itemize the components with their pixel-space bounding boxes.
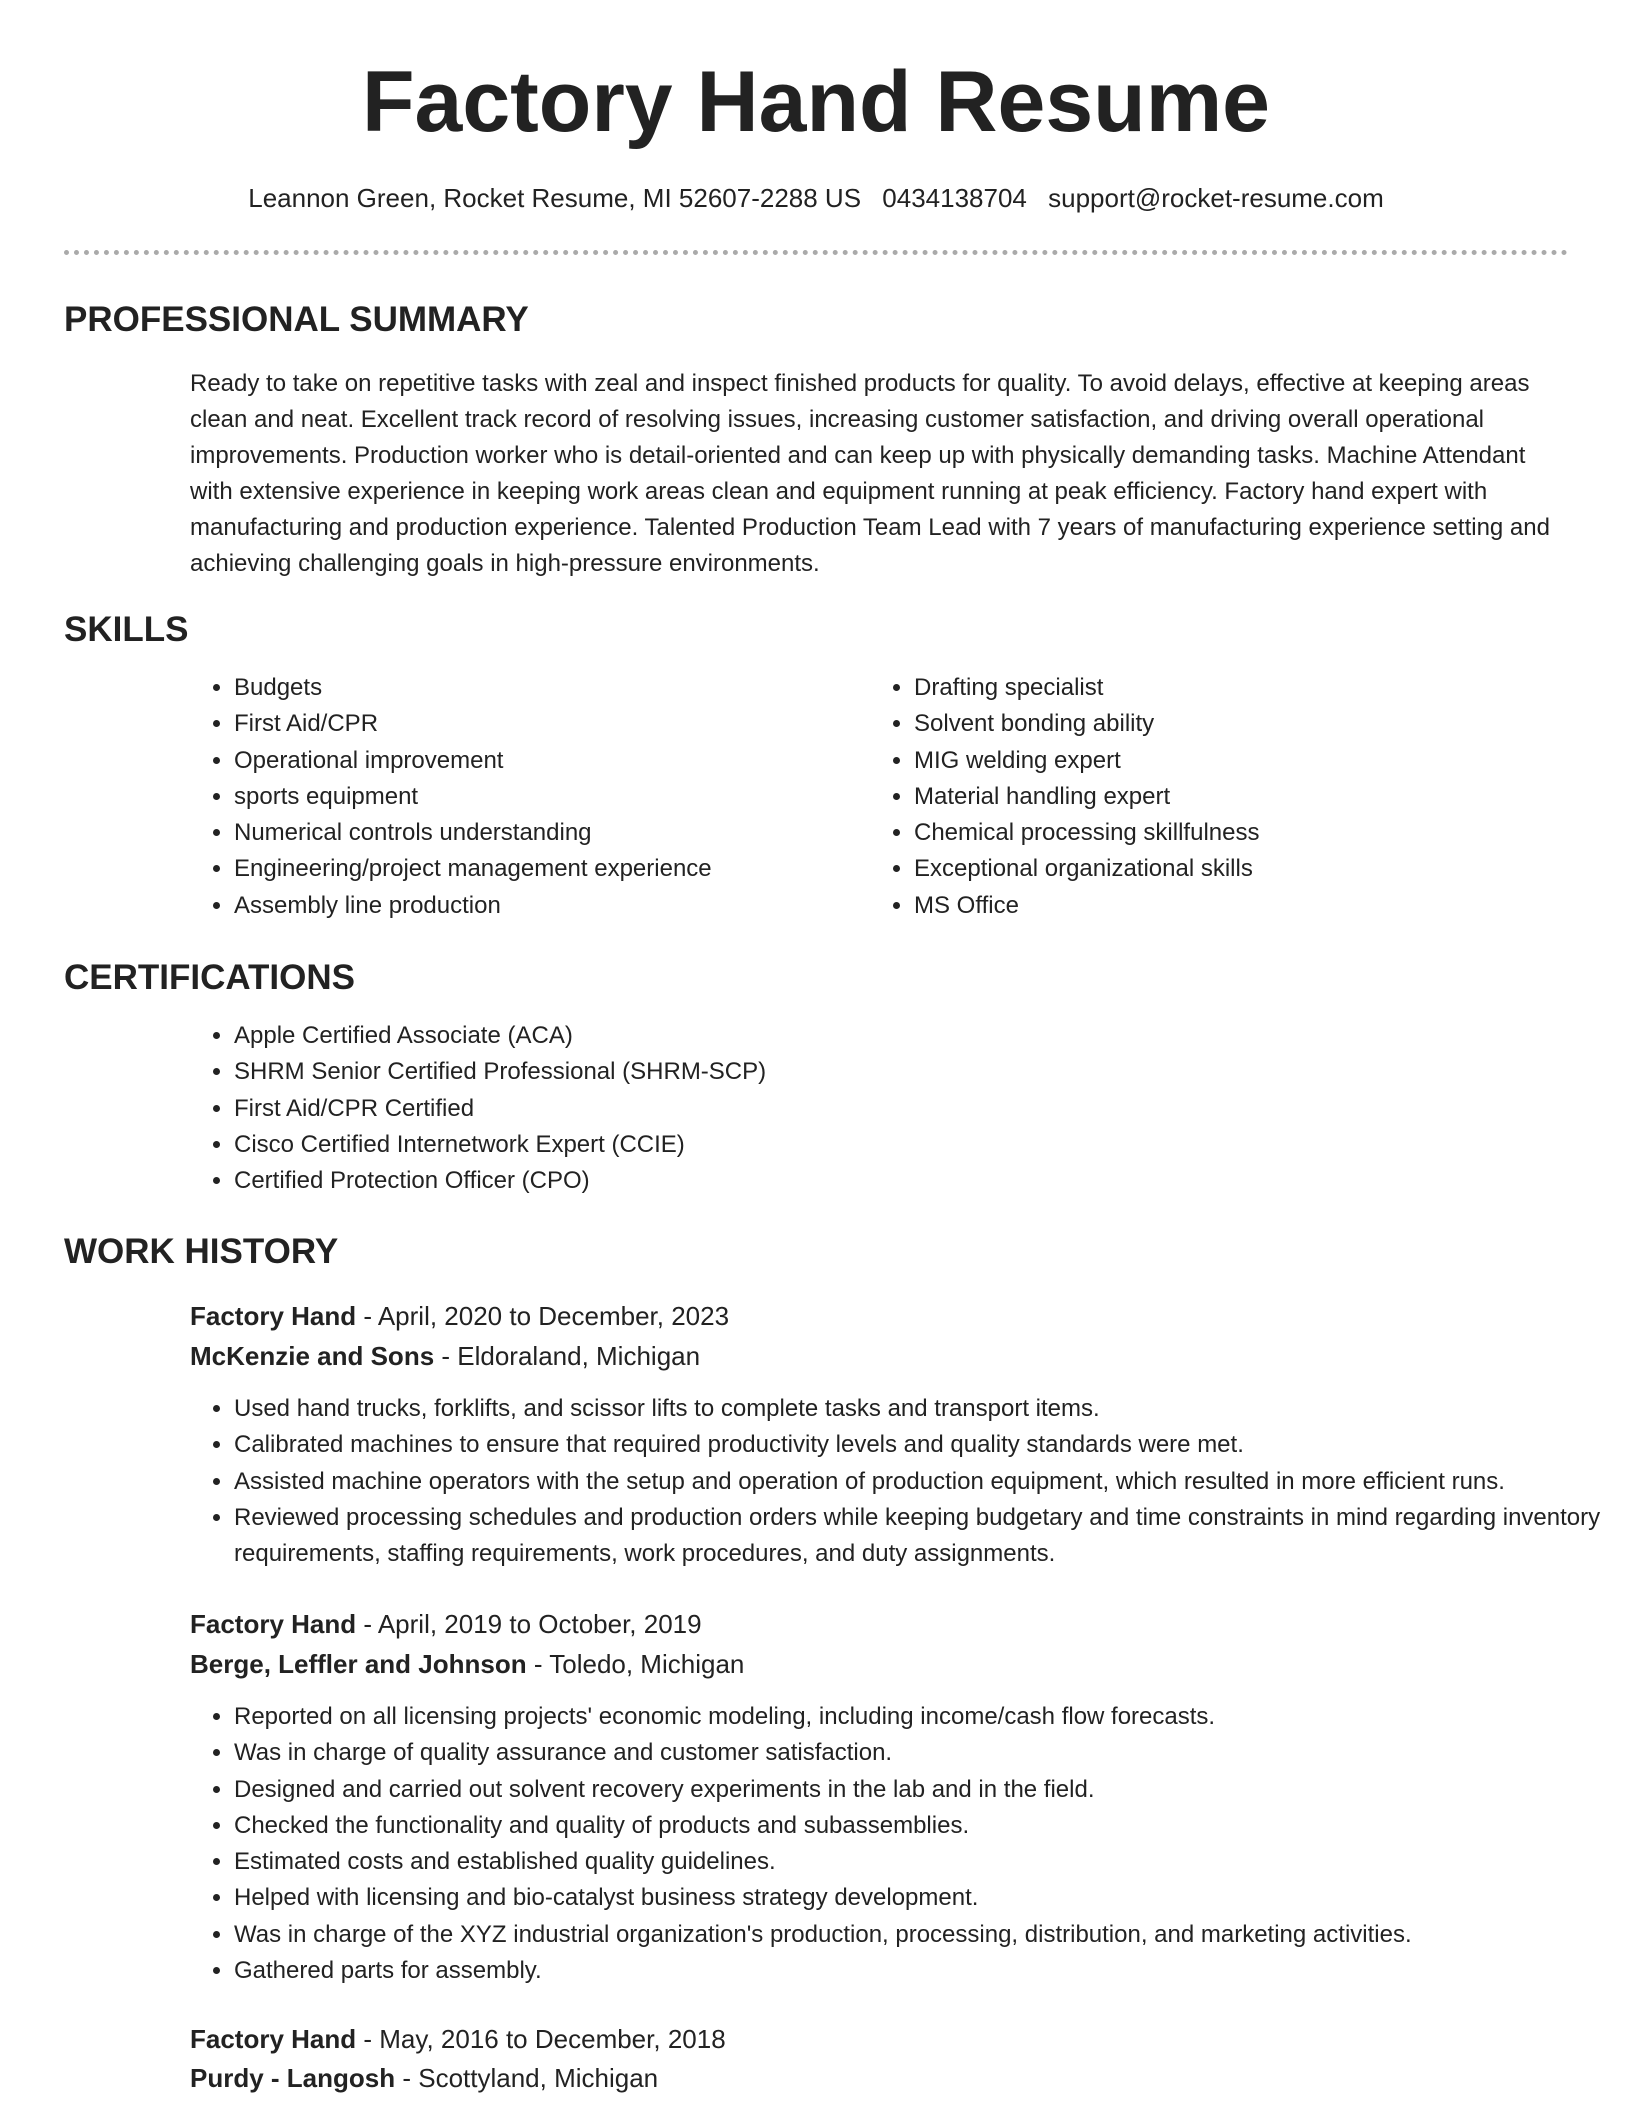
skill-item: • Material handling expert xyxy=(914,779,1514,815)
job-company: Berge, Leffler and Johnson xyxy=(190,1649,527,1679)
job-bullet: • Was in charge of the XYZ industrial organization's production, processing, distribution, and marketing activities. xyxy=(234,1917,1614,1953)
job-bullet: • Helped with licensing and bio-catalyst business strategy development. xyxy=(234,1880,1614,1916)
job-bullet: • Designed and carried out solvent recovery experiments in the lab and in the field. xyxy=(234,1772,1614,1808)
job-title: Factory Hand xyxy=(190,2024,357,2054)
job-bullet: • Assisted machine operators with the setup and operation of production equipment, which resulted in more efficient runs. xyxy=(234,1464,1614,1500)
job-bullet: • Reported on all licensing projects' economic modeling, including income/cash flow forecasts. xyxy=(234,1699,1614,1735)
skill-item: • sports equipment xyxy=(234,779,834,815)
skill-item: • Assembly line production xyxy=(234,888,834,924)
skills-heading: SKILLS xyxy=(64,610,189,649)
skill-item: • MIG welding expert xyxy=(914,743,1514,779)
job-company: McKenzie and Sons xyxy=(190,1341,435,1371)
job-location: - Eldoraland, Michigan xyxy=(434,1341,701,1371)
job-title-line xyxy=(190,1604,702,1644)
certifications-heading: CERTIFICATIONS xyxy=(64,958,356,997)
work-history-heading: WORK HISTORY xyxy=(64,1232,339,1271)
job-dates: - May, 2016 to December, 2018 xyxy=(356,2024,726,2054)
contact-address: Leannon Green, Rocket Resume, MI 52607-2288 US xyxy=(248,183,862,213)
certification-item: • SHRM Senior Certified Professional (SHRM-SCP) xyxy=(234,1054,1134,1090)
skill-item: • Numerical controls understanding xyxy=(234,815,834,851)
skill-item: • MS Office xyxy=(914,888,1514,924)
job-bullet: • Was in charge of quality assurance and customer satisfaction. xyxy=(234,1735,1614,1771)
job-bullet: • Used hand trucks, forklifts, and scissor lifts to complete tasks and transport items. xyxy=(234,1391,1614,1427)
summary-heading: PROFESSIONAL SUMMARY xyxy=(64,300,529,339)
skill-item: • Chemical processing skillfulness xyxy=(914,815,1514,851)
job-location: - Toledo, Michigan xyxy=(526,1649,745,1679)
job-title: Factory Hand xyxy=(190,1301,357,1331)
certification-item: • Apple Certified Associate (ACA) xyxy=(234,1018,1134,1054)
header-divider xyxy=(64,250,1568,255)
job-bullets xyxy=(190,1699,1614,1989)
skill-item: • Exceptional organizational skills xyxy=(914,851,1514,887)
certifications-list xyxy=(190,1018,1134,1199)
job-bullet: • Gathered parts for assembly. xyxy=(234,1953,1614,1989)
job-title-line xyxy=(190,1296,729,1336)
skill-item: • First Aid/CPR xyxy=(234,706,834,742)
resume-title: Factory Hand Resume xyxy=(361,54,1271,150)
skills-list-right xyxy=(870,670,1514,924)
job-location: - Scottyland, Michigan xyxy=(395,2063,659,2093)
job-dates: - April, 2019 to October, 2019 xyxy=(356,1609,702,1639)
skill-item: • Engineering/project management experience xyxy=(234,851,834,887)
job-company: Purdy - Langosh xyxy=(190,2063,396,2093)
contact-phone: 0434138704 xyxy=(882,183,1027,213)
job-bullet: • Calibrated machines to ensure that required productivity levels and quality standards were met. xyxy=(234,1427,1614,1463)
job-company-line xyxy=(190,2058,658,2098)
contact-email: support@rocket-resume.com xyxy=(1048,183,1384,213)
certification-item: • Cisco Certified Internetwork Expert (CCIE) xyxy=(234,1127,1134,1163)
contact-line xyxy=(0,180,1632,216)
skills-list-left xyxy=(190,670,834,924)
job-bullet: • Checked the functionality and quality of products and subassemblies. xyxy=(234,1808,1614,1844)
job-title: Factory Hand xyxy=(190,1609,357,1639)
job-company-line xyxy=(190,1336,700,1376)
job-bullet: • Estimated costs and established quality guidelines. xyxy=(234,1844,1614,1880)
certification-item: • Certified Protection Officer (CPO) xyxy=(234,1163,1134,1199)
job-company-line xyxy=(190,1644,744,1684)
skill-item: • Drafting specialist xyxy=(914,670,1514,706)
skill-item: • Solvent bonding ability xyxy=(914,706,1514,742)
job-title-line xyxy=(190,2019,726,2059)
job-bullets xyxy=(190,1391,1614,1572)
job-bullet: • Reviewed processing schedules and production orders while keeping budgetary and time constraints in mind regarding inventory requirements, staffing requirements, work procedures, and duty assignments. xyxy=(234,1500,1614,1573)
certification-item: • First Aid/CPR Certified xyxy=(234,1091,1134,1127)
skill-item: • Budgets xyxy=(234,670,834,706)
summary-text: Ready to take on repetitive tasks with zeal and inspect finished products for quality. To avoid delays, effective at keeping areas clean and neat. Excellent track record of resolving issues, increasing customer satisfaction, and driving overall operational improvements. Production worker who is detail-oriented and can keep up with physically demanding tasks. Machine Attendant with extensive experience in keeping work areas clean and equipment running at peak efficiency. Factory hand expert with manufacturing and production experience. Talented Production Team Lead with 7 years of manufacturing experience setting and achieving challenging goals in high-pressure environments. xyxy=(190,370,1550,577)
skill-item: • Operational improvement xyxy=(234,743,834,779)
job-dates: - April, 2020 to December, 2023 xyxy=(356,1301,730,1331)
